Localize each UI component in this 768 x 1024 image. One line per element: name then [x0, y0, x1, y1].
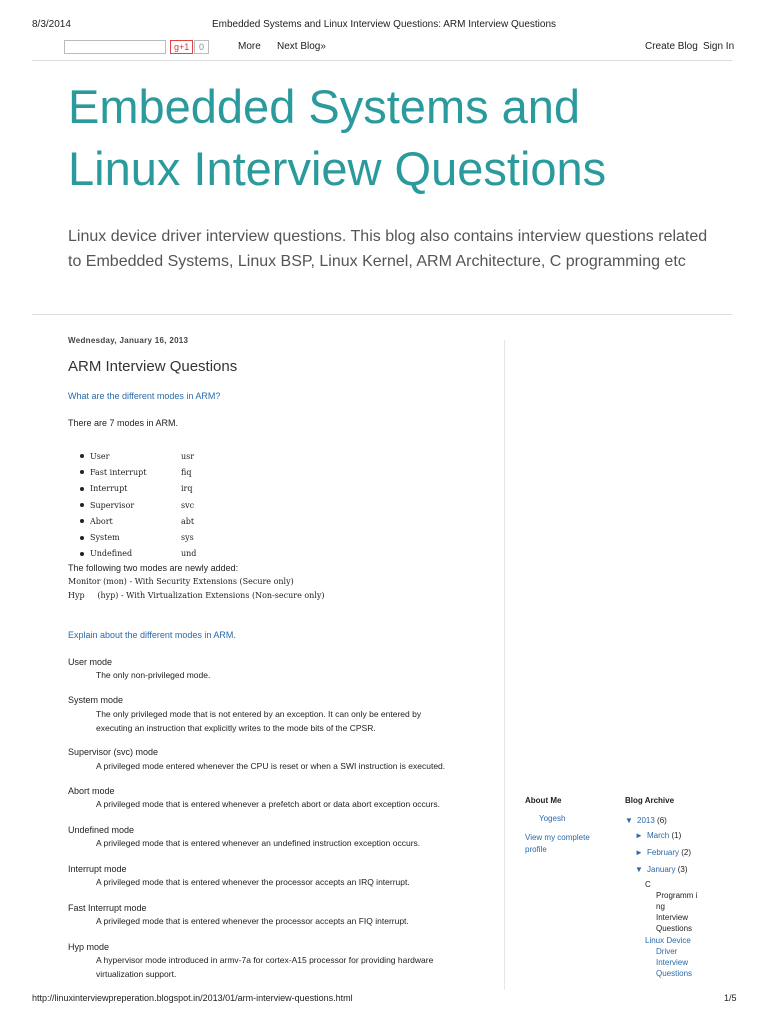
expand-down-icon[interactable]: ▼: [625, 816, 633, 825]
mode-heading: Supervisor (svc) mode: [68, 747, 159, 757]
create-blog-link[interactable]: Create Blog: [645, 41, 698, 52]
blogger-navbar: [0, 37, 768, 59]
print-page-title: Embedded Systems and Linux Interview Questions: ARM Interview Questions: [211, 19, 557, 30]
archive-month-count: (3): [677, 865, 688, 874]
archive-month[interactable]: [635, 864, 687, 876]
navbar-divider: [32, 60, 732, 61]
mode-description: The only non-privileged mode.: [96, 670, 211, 680]
mode-heading: System mode: [68, 695, 124, 705]
profile-link-line2: profile: [525, 845, 547, 854]
archive-post-line: Interview: [656, 913, 689, 922]
archive-post-line: C: [645, 880, 651, 889]
modes-intro: There are 7 modes in ARM.: [68, 418, 179, 428]
next-blog-link[interactable]: Next Blog»: [277, 41, 326, 52]
list-item: [80, 529, 196, 545]
mode-description: A hypervisor mode introduced in armv-7a for cortex-A15 processor for providing hardware: [96, 955, 434, 965]
expand-right-icon[interactable]: ►: [635, 831, 643, 840]
archive-post-line: Linux Device: [645, 936, 691, 945]
mode-description: A privileged mode that is entered whenever a prefetch abort or data abort exception occurs.: [96, 799, 440, 809]
post-title[interactable]: ARM Interview Questions: [68, 358, 238, 375]
mode-heading: Hyp mode: [68, 942, 110, 952]
mode-abbr: svc: [181, 500, 195, 510]
modes-list: [80, 448, 196, 562]
archive-year-count: (6): [657, 816, 667, 825]
bullet: [80, 552, 84, 556]
new-modes-intro: The following two modes are newly added:: [68, 563, 239, 573]
mode-abbr: irq: [181, 484, 193, 494]
new-mode-monitor: Monitor (mon) - With Security Extensions (Secure only): [68, 577, 294, 586]
mode-name: Supervisor: [90, 500, 135, 510]
list-item: [80, 481, 196, 497]
archive-month-label[interactable]: March: [647, 831, 670, 840]
archive-post-line: Driver: [656, 947, 678, 956]
blog-description: Linux device driver interview questions. This blog also contains interview questions related to Embedded Systems, Linux BSP, Linux Kernel, ARM Architecture, C programming etc: [68, 228, 708, 270]
mode-abbr: abt: [181, 516, 195, 526]
blog-title[interactable]: [68, 76, 708, 200]
column-divider: [504, 340, 505, 990]
mode-abbr: usr: [181, 451, 195, 461]
archive-post-linux[interactable]: [645, 935, 692, 979]
more-link[interactable]: More: [238, 41, 261, 52]
blog-archive-heading: Blog Archive: [625, 796, 675, 805]
mode-name: Abort: [90, 516, 113, 526]
archive-post-line: Interview: [656, 958, 689, 967]
mode-abbr: und: [181, 549, 197, 559]
profile-link[interactable]: [525, 832, 590, 856]
list-item: [80, 513, 196, 529]
archive-post-c[interactable]: [645, 879, 697, 934]
archive-post-line: Programm i: [656, 891, 698, 900]
blog-title-line2: Linux Interview Questions: [68, 142, 607, 195]
list-item: [80, 546, 196, 562]
mode-description: executing an instruction that explicitly writes to the mode bits of the CPSR.: [96, 723, 376, 733]
bullet: [80, 519, 84, 523]
bullet: [80, 536, 84, 540]
new-mode-hyp: Hyp (hyp) - With Virtualization Extensions (Non-secure only): [68, 591, 325, 600]
archive-post-line: Questions: [656, 924, 693, 933]
list-item: [80, 448, 196, 464]
archive-month-count: (1): [671, 831, 682, 840]
expand-down-icon[interactable]: ▼: [635, 865, 643, 874]
print-footer-page: 1/5: [724, 993, 737, 1003]
mode-name: System: [90, 533, 120, 543]
list-item: [80, 497, 196, 513]
mode-heading: User mode: [68, 657, 113, 667]
mode-heading: Undefined mode: [68, 825, 135, 835]
archive-month[interactable]: [635, 847, 691, 859]
mode-description: A privileged mode that is entered whenever an undefined instruction exception occurs.: [96, 838, 421, 848]
profile-link-line1: View my complete: [525, 833, 590, 842]
mode-name: Undefined: [90, 549, 133, 559]
archive-month-label[interactable]: January: [647, 865, 676, 874]
mode-description: A privileged mode that is entered whenever the processor accepts an IRQ interrupt.: [96, 877, 410, 887]
mode-heading: Abort mode: [68, 786, 115, 796]
mode-heading: Fast Interrupt mode: [68, 903, 147, 913]
archive-month-label[interactable]: February: [647, 848, 680, 857]
print-date: 8/3/2014: [32, 19, 71, 30]
bullet: [80, 487, 84, 491]
post-date: Wednesday, January 16, 2013: [68, 336, 189, 345]
gplus-button[interactable]: [170, 40, 193, 54]
blog-title-line1: Embedded Systems and: [68, 80, 581, 133]
gplus-label: +1: [179, 42, 190, 52]
gplus-icon: g: [174, 42, 180, 52]
archive-month[interactable]: [635, 830, 681, 842]
bullet: [80, 503, 84, 507]
gplus-count: 0: [194, 40, 209, 54]
header-divider: [32, 314, 732, 315]
mode-abbr: sys: [181, 533, 194, 543]
mode-description: A privileged mode entered whenever the CPU is reset or when a SWI instruction is executed.: [96, 761, 446, 771]
mode-description: virtualization support.: [96, 969, 177, 979]
sign-in-link[interactable]: Sign In: [703, 41, 735, 52]
bullet: [80, 454, 84, 458]
list-item: [80, 464, 196, 480]
archive-post-line: Questions: [656, 969, 693, 978]
print-footer-url: http://linuxinterviewpreperation.blogspot.in/2013/01/arm-interview-questions.html: [32, 993, 353, 1003]
archive-year[interactable]: [625, 815, 667, 827]
mode-name: Fast interrupt: [90, 467, 147, 477]
bullet: [80, 470, 84, 474]
question-1: What are the different modes in ARM?: [68, 391, 221, 401]
archive-month-count: (2): [681, 848, 692, 857]
author-link[interactable]: Yogesh: [539, 814, 566, 823]
archive-year-label[interactable]: 2013: [637, 816, 655, 825]
mode-heading: Interrupt mode: [68, 864, 127, 874]
mode-description: The only privileged mode that is not entered by an exception. It can only be entered by: [96, 709, 422, 719]
question-2: Explain about the different modes in ARM.: [68, 630, 236, 640]
mode-name: User: [90, 451, 110, 461]
archive-post-line: ng: [656, 902, 665, 911]
expand-right-icon[interactable]: ►: [635, 848, 643, 857]
mode-abbr: fiq: [181, 467, 192, 477]
search-input[interactable]: [64, 40, 166, 54]
about-me-heading: About Me: [525, 796, 562, 805]
mode-description: A privileged mode that is entered whenever the processor accepts an FIQ interrupt.: [96, 916, 409, 926]
mode-name: Interrupt: [90, 484, 128, 494]
